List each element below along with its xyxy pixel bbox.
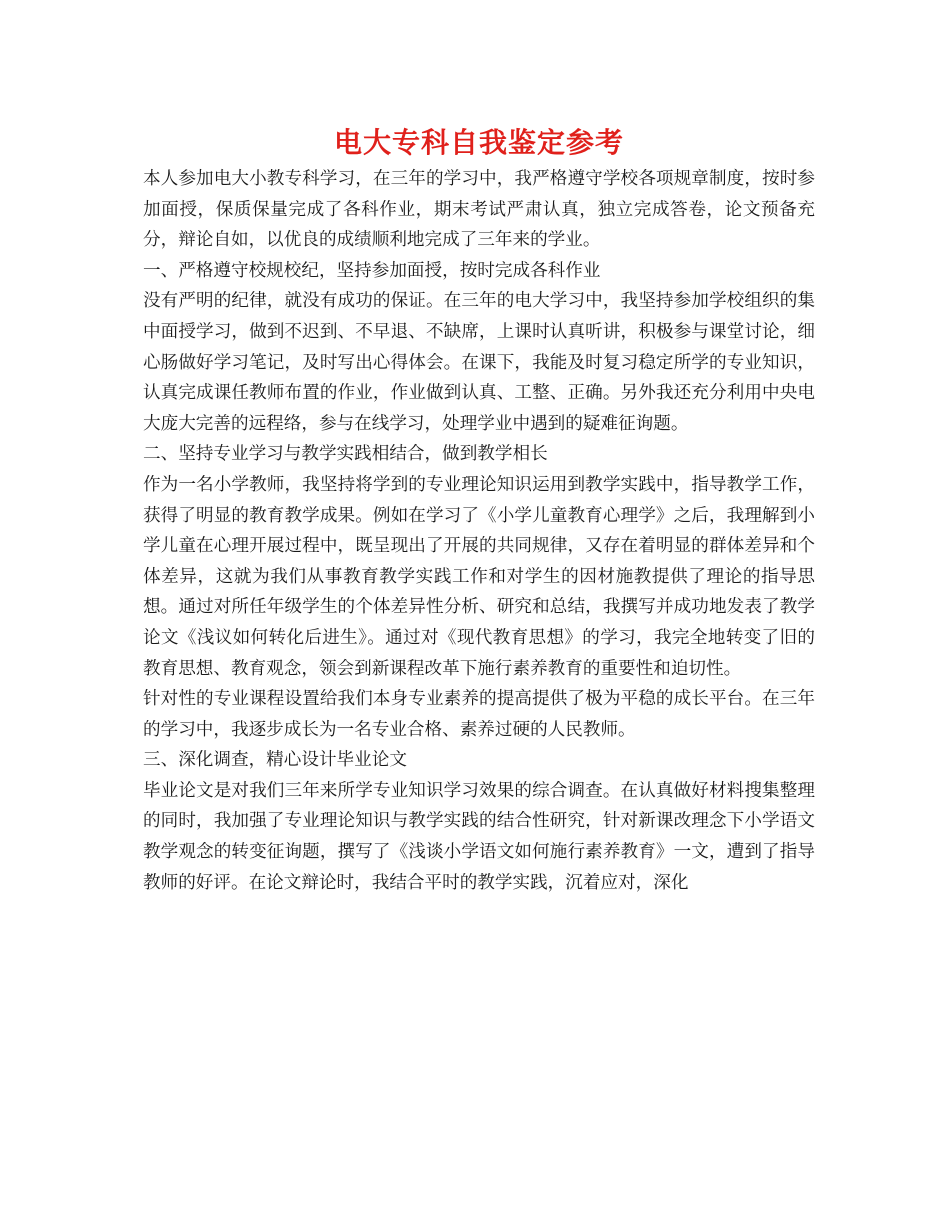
- section-heading-2: 二、坚持专业学习与教学实践相结合，做到教学相长: [143, 444, 548, 465]
- section-heading-1: 一、严格遵守校规校纪，坚持参加面授，按时完成各科作业: [143, 260, 601, 281]
- section-2-paragraph-1: 作为一名小学教师，我坚持将学到的专业理论知识运用到教学实践中，指导教学工作，获得了明显的教育教学成果。例如在学习了《小学儿童教育心理学》之后，我理解到小学儿童在心理开展过程中，既呈现出了开展的共同规律，又存在着明显的群体差异和个体差异，这就为我们从事教育教学实践工作和对学生的因材施教提供了理论的指导思想。通过对所任年级学生的个体差异性分析、研究和总结，我撰写并成功地发表了教学论文《浅议如何转化后进生》。通过对《现代教育思想》的学习，我完全地转变了旧的教育思想、教育观念，领会到新课程改革下施行素养教育的重要性和迫切性。: [143, 474, 815, 679]
- section-1-paragraph: 没有严明的纪律，就没有成功的保证。在三年的电大学习中，我坚持参加学校组织的集中面授学习，做到不迟到、不早退、不缺席，上课时认真听讲，积极参与课堂讨论，细心肠做好学习笔记，及时写出心得体会。在课下，我能及时复习稳定所学的专业知识，认真完成课任教师布置的作业，作业做到认真、工整、正确。另外我还充分利用中央电大庞大完善的远程络，参与在线学习，处理学业中遇到的疑难征询题。: [143, 291, 815, 434]
- section-2-paragraph-2: 针对性的专业课程设置给我们本身专业素养的提高提供了极为平稳的成长平台。在三年的学习中，我逐步成长为一名专业合格、素养过硬的人民教师。: [143, 689, 815, 740]
- document-title: 电大专科自我鉴定参考: [333, 126, 624, 159]
- section-heading-3: 三、深化调查，精心设计毕业论文: [143, 750, 407, 771]
- intro-paragraph: 本人参加电大小教专科学习，在三年的学习中，我严格遵守学校各项规章制度，按时参加面授，保质保量完成了各科作业，期末考试严肃认真，独立完成答卷，论文预备充分，辩论自如，以优良的成绩顺利地完成了三年来的学业。: [143, 169, 815, 251]
- document-body: [143, 124, 815, 898]
- section-3-paragraph: 毕业论文是对我们三年来所学专业知识学习效果的综合调查。在认真做好材料搜集整理的同时，我加强了专业理论知识与教学实践的结合性研究，针对新课改理念下小学语文教学观念的转变征询题，撰写了《浅谈小学语文如何施行素养教育》一文，遭到了指导教师的好评。在论文辩论时，我结合平时的教学实践，沉着应对，深化: [143, 780, 815, 893]
